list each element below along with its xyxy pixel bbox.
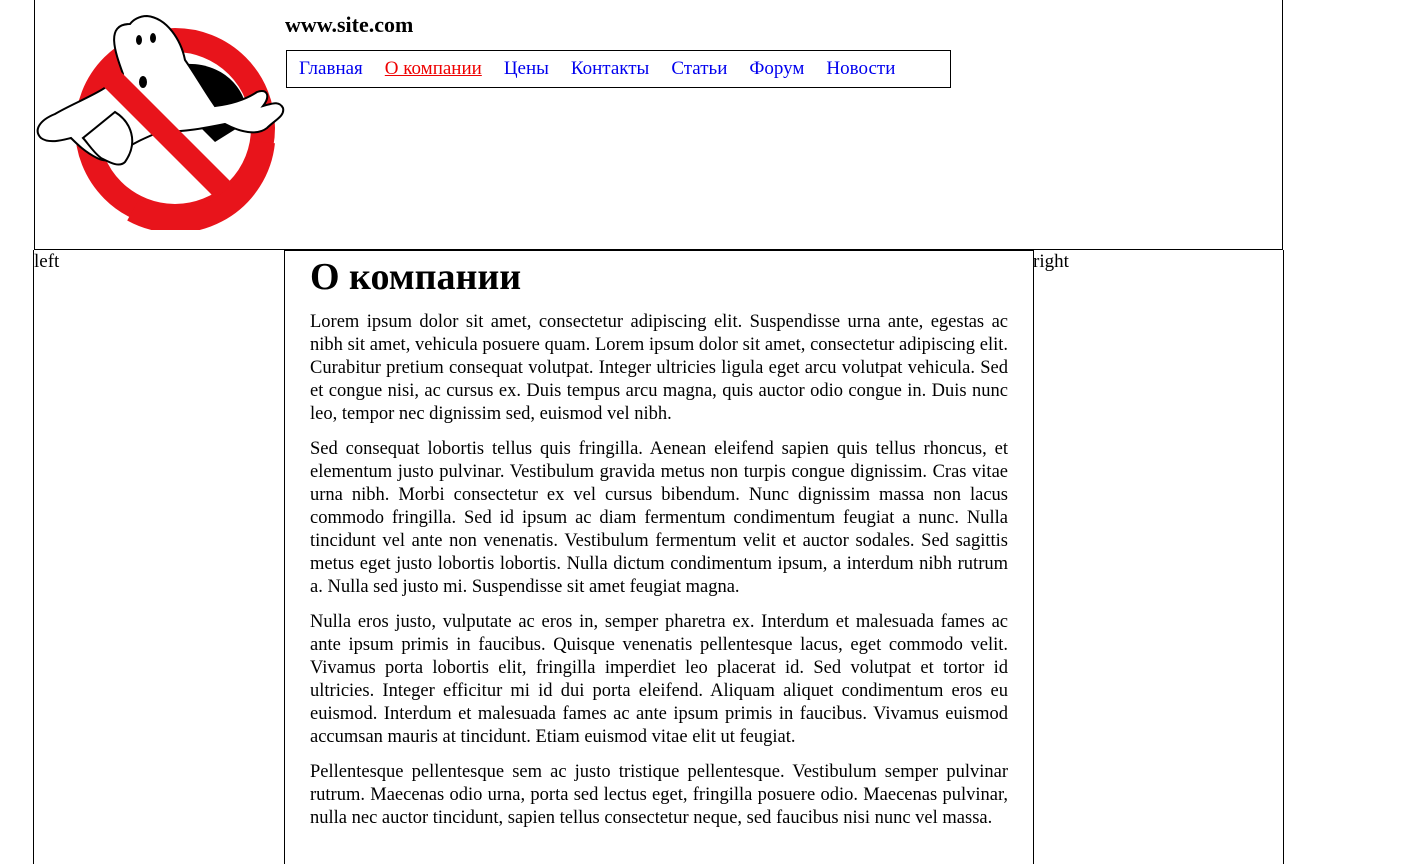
nav-link-articles[interactable]: Статьи [671, 58, 728, 79]
nav-link-about[interactable]: О компании [384, 58, 482, 79]
right-column-label: right [1033, 251, 1069, 272]
content-paragraph: Nulla eros justo, vulputate ac eros in, semper pharetra ex. Interdum et malesuada fames ac ante ipsum primis in faucibus. Quisque venenatis pellentesque lacus, eget commodo velit. Vivamus porta lobortis elit, fringilla imperdiet leo placerat id. Sed volutpat et tortor id ultricies. Integer efficitur mi id dui porta eleifend. Aliquam aliquet condimentum eros eu euismod. Interdum et malesuada fames ac ante ipsum primis in faucibus. Vivamus euismod accumsan mauris at tincidunt. Etiam euismod vitae elit ut feugiat. [310, 612, 1008, 747]
site-header [34, 0, 1283, 250]
page-title: О компании [310, 256, 522, 298]
right-column [1033, 250, 1284, 864]
nav-link-news[interactable]: Новости [826, 58, 896, 79]
content-paragraph: Pellentesque pellentesque sem ac justo tristique pellentesque. Vestibulum semper pulvinar rutrum. Maecenas odio urna, porta sed lectus eget, fringilla posuere odio. Maecenas pulvinar, nulla nec auctor tincidunt, sapien tellus consectetur neque, sed faucibus nisi nunc vel massa. [310, 762, 1008, 828]
left-column [33, 250, 284, 864]
content-paragraph: Lorem ipsum dolor sit amet, consectetur adipiscing elit. Suspendisse urna ante, egestas ac nibh sit amet, vehicula posuere quam. Lorem ipsum dolor sit amet, consectetur adipiscing elit. Curabitur pretium consequat volutpat. Integer ultricies ligula eget arcu volutpat vehicula. Sed et congue nisi, ac cursus ex. Duis tempus arcu magna, quis auctor odio congue in. Duis nunc leo, tempor nec dignissim sed, euismod vel nibh. [310, 312, 1008, 424]
left-column-label: left [34, 251, 60, 272]
site-title: www.site.com [285, 12, 414, 37]
nav-link-prices[interactable]: Цены [503, 58, 549, 79]
nav-link-contacts[interactable]: Контакты [570, 58, 650, 79]
nav-link-forum[interactable]: Форум [749, 58, 805, 79]
main-navigation [286, 50, 951, 88]
nav-link-home[interactable]: Главная [299, 58, 363, 79]
main-content [284, 250, 1034, 864]
content-paragraph: Sed consequat lobortis tellus quis fringilla. Aenean eleifend sapien quis tellus rhoncus, et elementum justo pulvinar. Vestibulum gravida metus non turpis congue dignissim. Cras vitae urna nibh. Morbi consectetur ex vel cursus bibendum. Nunc dignissim massa non lacus commodo fringilla. Sed id ipsum ac diam fermentum condimentum feugiat a nunc. Nulla tincidunt vel ante non venenatis. Vestibulum fermentum velit et auctor sodales. Sed sagittis metus eget justo lobortis lobortis. Nulla dictum condimentum ipsum, a interdum nibh rutrum a. Nulla sed justo mi. Suspendisse sit amet feugiat magna. [310, 439, 1008, 597]
ghostbusters-logo-icon[interactable] [35, 12, 287, 230]
